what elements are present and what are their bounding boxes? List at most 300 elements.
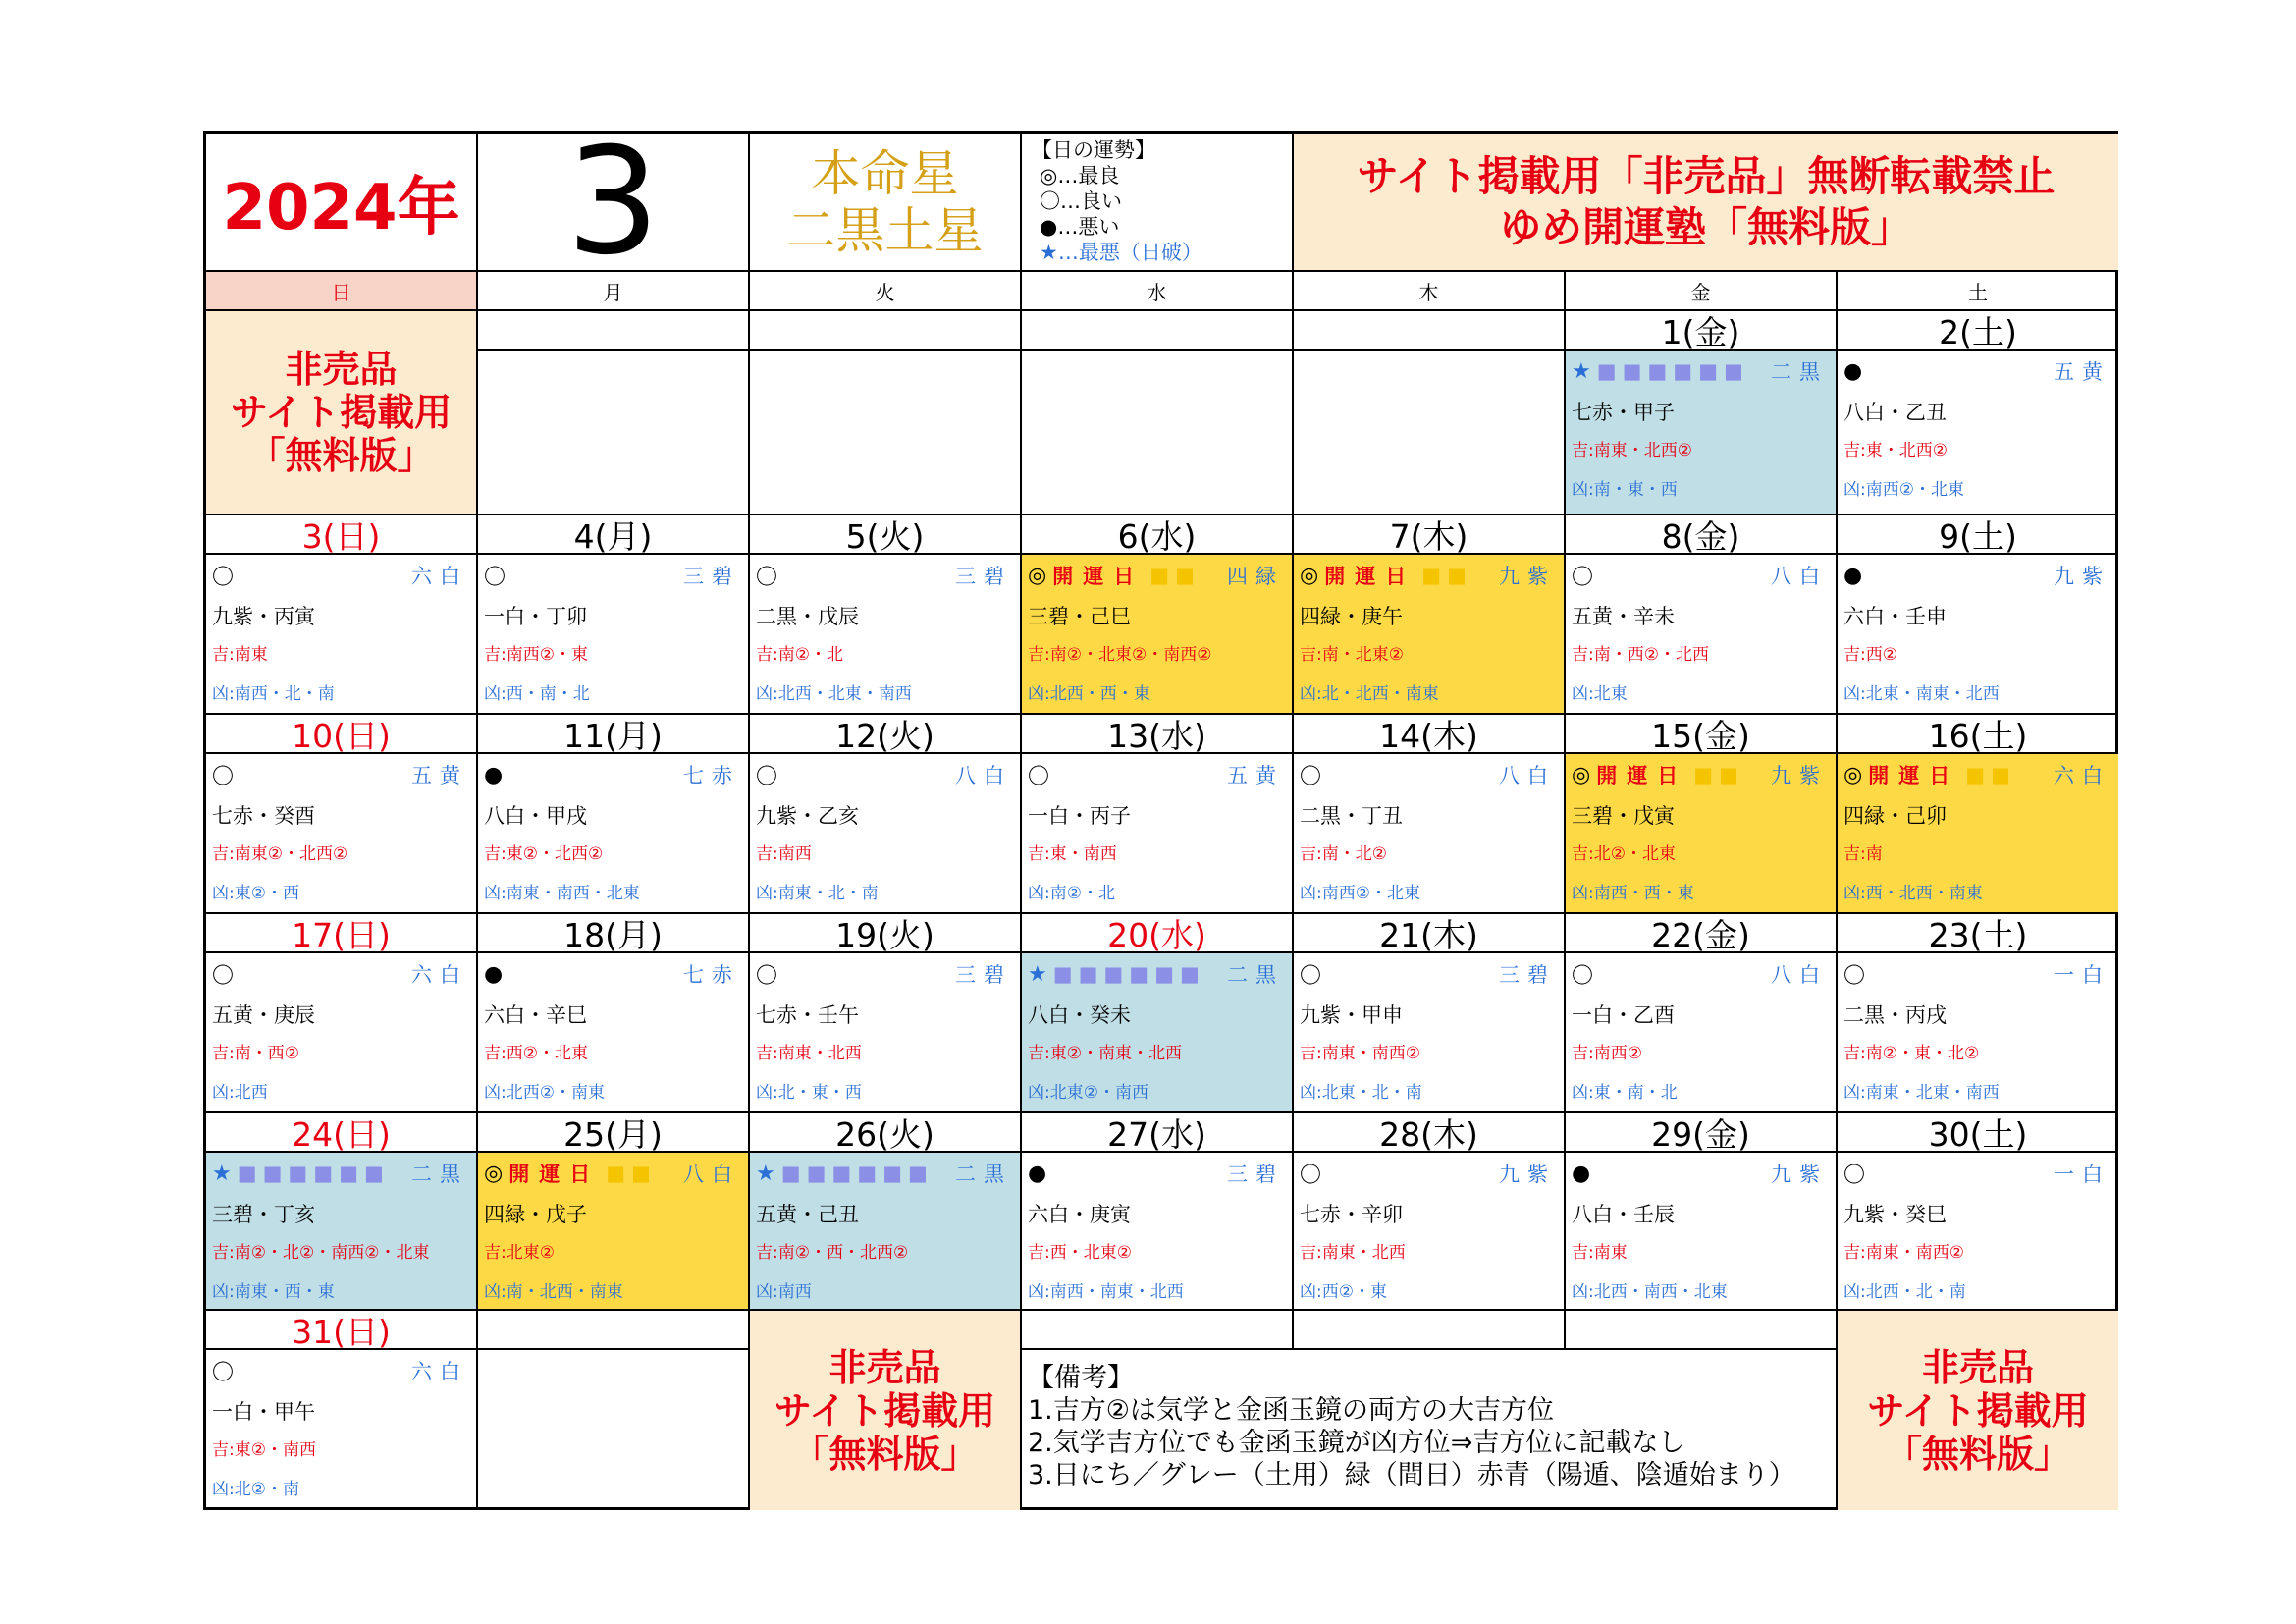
day-cell[interactable] [1022,1153,1294,1311]
fortune-left [1028,962,1205,987]
kanshi: 八白・癸未 [1028,1003,1131,1027]
blue-squares: ■■■■■■ [780,1162,934,1185]
unlucky-directions: 凶:北西②・南東 [484,1083,605,1103]
kanshi: 七赤・辛卯 [1300,1203,1403,1226]
lucky-directions: 吉:南東・北西② [1572,441,1692,460]
day-cell[interactable] [206,555,478,715]
legend-item: 【日の運勢】 [1032,138,1155,162]
day-cell[interactable] [1566,953,1838,1113]
nonsale-line: サイト掲載用 [774,1388,996,1433]
unlucky-directions: 凶:南東・北・南 [756,884,879,903]
warning-line2: ゆめ開運塾「無料版」 [1499,202,1912,251]
fortune-line [1572,961,1828,987]
lucky-directions: 吉:南東・北西 [1300,1243,1406,1263]
fortune-line [756,762,1012,787]
blue-squares: ■■■■■■ [1596,359,1749,383]
empty-day-number [750,311,1022,351]
kaiun-label: 開運日 [1324,565,1416,588]
nonsale-line: サイト掲載用 [1867,1388,2089,1433]
day-cell[interactable] [206,953,478,1113]
day-number: 28(木) [1294,1113,1566,1153]
legend-item: 〇…良い [1040,189,1122,213]
day-star: 九紫 [1499,1163,1556,1186]
kanshi: 八白・壬辰 [1572,1203,1675,1226]
warning-line1: サイト掲載用「非売品」無断転載禁止 [1357,151,2056,200]
fortune-mark: 〇 [1843,963,1866,989]
unlucky-directions: 凶:北東②・南西 [1028,1083,1148,1103]
lucky-directions: 吉:南②・北 [756,645,843,665]
remarks-line: 3.日にち／グレー（土用）緑（間日）赤青（陽遁、陰遁始まり） [1028,1460,1795,1490]
kanshi: 九紫・丙寅 [212,605,315,628]
day-star: 二黒 [955,1163,1012,1186]
lucky-directions: 吉:西・北東② [1028,1243,1132,1263]
day-cell[interactable] [206,1153,478,1311]
fortune-left [1843,564,1862,588]
fortune-left [212,1162,390,1186]
fortune-mark: 〇 [756,764,778,789]
day-cell[interactable] [1838,555,2118,715]
day-cell[interactable] [750,754,1022,914]
fortune-line [1300,762,1556,787]
day-star: 一白 [2054,1163,2110,1186]
kaiun-label: 開運日 [1052,565,1145,588]
lucky-directions: 吉:東・北西② [1843,441,1948,460]
lucky-directions: 吉:東②・南西 [212,1440,316,1460]
day-number: 19(火) [750,914,1022,953]
day-star: 三碧 [955,565,1012,588]
empty-day-number [1566,1311,1838,1350]
unlucky-directions: 凶:北西・南西・北東 [1572,1282,1728,1302]
kanshi: 一白・丁卯 [484,605,587,628]
fortune-line [1028,961,1284,987]
unlucky-directions: 凶:南西 [756,1282,812,1302]
unlucky-directions: 凶:南②・北 [1028,884,1115,903]
fortune-mark: 〇 [1300,963,1322,989]
lucky-directions: 吉:南②・西・北西② [756,1243,909,1263]
month-number: 3 [478,134,750,272]
nonsale-line: 非売品 [285,348,398,391]
unlucky-directions: 凶:西・北西・南東 [1843,884,1983,903]
nonsale-line: 非売品 [1921,1345,2034,1389]
day-cell[interactable] [1566,351,1838,515]
day-cell[interactable] [1838,953,2118,1113]
weekday-header: 火 [750,272,1022,311]
unlucky-directions: 凶:西・南・北 [484,684,590,704]
fortune-mark: ● [484,762,504,787]
unlucky-directions: 凶:西②・東 [1300,1282,1387,1302]
fortune-left [1843,1159,1865,1189]
kanshi: 七赤・甲子 [1572,401,1675,424]
day-cell[interactable] [478,555,750,715]
fortune-mark: ◎ [1843,762,1863,787]
fortune-line [1300,1161,1556,1186]
empty-day-number [478,311,750,351]
fortune-line [1300,563,1556,588]
day-cell[interactable] [750,555,1022,715]
weekday-header: 水 [1022,272,1294,311]
day-number: 4(月) [478,515,750,555]
fortune-mark: 〇 [1572,963,1594,989]
lucky-directions: 吉:南東②・北西② [212,844,348,864]
weekday-header: 日 [206,272,478,311]
day-star: 六白 [411,963,468,987]
empty-day-number [1294,311,1566,351]
kanshi: 六白・壬申 [1843,605,1947,628]
fortune-mark: 〇 [484,565,507,590]
unlucky-directions: 凶:南東・西・東 [212,1282,335,1302]
fortune-left [1028,561,1201,590]
lucky-directions: 吉:南・北東② [1300,645,1404,665]
day-number: 21(木) [1294,914,1566,953]
fortune-line [1572,563,1828,588]
day-number: 23(土) [1838,914,2118,953]
blue-squares: ■■■■■■ [1052,962,1205,986]
fortune-left [212,959,234,990]
day-star: 九紫 [1499,565,1556,588]
nonsale-line: サイト掲載用 [230,391,453,434]
day-star: 八白 [1499,764,1556,787]
lucky-directions: 吉:北東② [484,1243,555,1263]
day-star: 六白 [411,1360,468,1383]
fortune-left [484,962,503,987]
fortune-line [212,762,468,787]
unlucky-directions: 凶:南西②・北東 [1300,884,1420,903]
unlucky-directions: 凶:北東・南東・北西 [1843,684,2000,704]
lucky-directions: 吉:南②・北②・南西②・北東 [212,1243,430,1263]
fortune-line [212,1161,468,1186]
fortune-mark: ● [1843,563,1863,588]
day-cell[interactable] [1566,555,1838,715]
fortune-left [1843,959,1865,990]
day-number: 9(土) [1838,515,2118,555]
honmeisei-label [750,134,1022,272]
day-number: 27(水) [1022,1113,1294,1153]
day-cell[interactable] [1838,1153,2118,1311]
kanshi: 八白・甲戌 [484,804,587,828]
day-number: 6(水) [1022,515,1294,555]
fortune-line [1300,961,1556,987]
lucky-directions: 吉:南西② [1572,1044,1642,1063]
unlucky-directions: 凶:北②・南 [212,1480,299,1499]
weekday-header: 月 [478,272,750,311]
fortune-mark: 〇 [1028,764,1050,789]
day-number: 20(水) [1022,914,1294,953]
nonsale-notice [1838,1311,2118,1510]
gold-squares: ■■ [1149,564,1201,587]
day-cell[interactable] [478,953,750,1113]
lucky-directions: 吉:南 [1843,844,1883,864]
fortune-line [756,563,1012,588]
remarks-line: 1.吉方②は気学と金函玉鏡の両方の大吉方位 [1028,1395,1554,1426]
fortune-left [1300,1159,1321,1189]
day-cell[interactable] [478,1153,750,1311]
fortune-line [1843,563,2110,588]
day-cell[interactable] [1838,351,2118,515]
nonsale-notice [206,311,478,515]
day-number: 24(日) [206,1113,478,1153]
fortune-line [1843,358,2110,384]
fortune-line [1572,762,1828,787]
empty-day-number [1294,1311,1566,1350]
remarks-line: 2.気学吉方位でも金函玉鏡が凶方位⇒吉方位に記載なし [1028,1428,1685,1458]
day-cell[interactable] [1566,754,1838,914]
lucky-directions: 吉:東②・北西② [484,844,604,864]
day-star: 八白 [955,764,1012,787]
day-cell[interactable] [1294,1153,1566,1311]
kanshi: 三碧・丁亥 [212,1203,315,1226]
fortune-line [1572,1161,1828,1186]
lucky-directions: 吉:南・北② [1300,844,1387,864]
unlucky-directions: 凶:東②・西 [212,884,299,903]
day-number: 8(金) [1566,515,1838,555]
gold-squares: ■■ [1693,763,1744,786]
fortune-mark: ◎ [484,1161,504,1186]
fortune-left [1572,561,1593,591]
day-star: 三碧 [683,565,740,588]
day-star: 二黒 [1771,360,1828,384]
lucky-directions: 吉:南・西②・北西 [1572,645,1709,665]
fortune-line [212,961,468,987]
fortune-left [756,561,777,591]
fortune-line [484,1161,740,1186]
lucky-directions: 吉:西②・北東 [484,1044,588,1063]
day-cell[interactable] [1022,953,1294,1113]
weekday-header: 土 [1838,272,2118,311]
kanshi: 一白・甲午 [212,1400,315,1424]
fortune-mark: 〇 [756,963,778,989]
fortune-mark: 〇 [212,1360,235,1385]
lucky-directions: 吉:南東 [212,645,268,665]
day-number: 11(月) [478,715,750,754]
fortune-left [484,1159,657,1188]
day-star: 四緑 [1227,565,1284,588]
fortune-mark: 〇 [1572,565,1594,590]
day-star: 二黒 [1227,963,1284,987]
unlucky-directions: 凶:南西・南東・北西 [1028,1282,1184,1302]
fortune-left [1300,561,1472,590]
day-star: 九紫 [1771,1163,1828,1186]
remarks-title: 【備考】 [1028,1363,1134,1393]
day-cell[interactable] [750,953,1022,1113]
day-star: 七赤 [683,764,740,787]
day-cell[interactable] [206,754,478,914]
empty-day-cell [478,1350,750,1510]
day-cell[interactable] [1022,754,1294,914]
kanshi: 三碧・己巳 [1028,605,1131,628]
fortune-left [1843,359,1862,384]
day-star: 七赤 [683,963,740,987]
kanshi: 二黒・戊辰 [756,605,859,628]
fortune-left [1028,1162,1046,1186]
nonsale-line: 「無料版」 [1884,1432,2071,1476]
day-star: 一白 [2054,963,2110,987]
fortune-line [212,563,468,588]
kanshi: 五黄・辛未 [1572,605,1675,628]
day-number: 18(月) [478,914,750,953]
fortune-mark: ◎ [1572,762,1591,787]
day-star: 九紫 [1771,764,1828,787]
unlucky-directions: 凶:南・東・西 [1572,480,1678,500]
fortune-left [1572,359,1749,384]
gold-squares: ■■ [1421,564,1472,587]
empty-day-number [1022,1311,1294,1350]
fortune-left [1572,760,1744,789]
year-title: 2024年 [206,134,478,272]
day-cell[interactable] [1294,953,1566,1113]
fortune-line [1843,762,2110,787]
kaiun-label: 開運日 [508,1163,601,1186]
day-star: 九紫 [2054,565,2110,588]
day-cell[interactable] [1838,754,2118,914]
kanshi: 一白・乙酉 [1572,1003,1675,1027]
fortune-line [484,961,740,987]
kanshi: 四緑・庚午 [1300,605,1403,628]
day-number: 29(金) [1566,1113,1838,1153]
fortune-left [1028,760,1049,790]
lucky-directions: 吉:南・西② [212,1044,299,1063]
fortune-line [484,762,740,787]
fortune-left [212,760,234,790]
fortune-left [756,1162,934,1186]
fortune-line [1843,1161,2110,1186]
fortune-mark: 〇 [756,565,778,590]
fortune-mark: 〇 [212,963,235,989]
unlucky-directions: 凶:南東・南西・北東 [484,884,640,903]
fortune-left [1300,959,1321,990]
kanshi: 六白・庚寅 [1028,1203,1131,1226]
fortune-mark: ◎ [1028,563,1047,588]
day-star: 三碧 [955,963,1012,987]
fortune-mark: ★ [756,1161,775,1186]
copyright-warning [1294,134,2118,272]
fortune-line [212,1358,468,1383]
gold-squares: ■■ [1965,763,2016,786]
calendar-grid [203,131,2118,1510]
fortune-left [756,959,777,990]
day-star: 二黒 [411,1163,468,1186]
day-star: 三碧 [1499,963,1556,987]
gold-squares: ■■ [606,1162,657,1185]
lucky-directions: 吉:北②・北東 [1572,844,1676,864]
weekday-header: 木 [1294,272,1566,311]
fortune-mark: ★ [1572,358,1591,384]
kanshi: 二黒・丙戌 [1843,1003,1947,1027]
fortune-mark: 〇 [1843,1163,1866,1188]
kanshi: 九紫・癸巳 [1843,1203,1947,1226]
kanshi: 一白・丙子 [1028,804,1131,828]
lucky-directions: 吉:南東・南西② [1300,1044,1420,1063]
fortune-left [1572,1162,1590,1186]
day-number: 14(木) [1294,715,1566,754]
day-number: 16(土) [1838,715,2118,754]
day-cell[interactable] [1294,555,1566,715]
empty-day-number [1022,311,1294,351]
fortune-left [1843,760,2016,789]
kanshi: 七赤・壬午 [756,1003,859,1027]
kanshi: 八白・乙丑 [1843,401,1947,424]
unlucky-directions: 凶:北・北西・南東 [1300,684,1439,704]
fortune-left [212,561,234,591]
day-cell[interactable] [1294,754,1566,914]
kanshi: 二黒・丁丑 [1300,804,1403,828]
kanshi: 九紫・甲申 [1300,1003,1403,1027]
empty-day-cell [1022,351,1294,515]
day-cell[interactable] [206,1350,478,1510]
fortune-legend [1022,134,1294,272]
fortune-line [1572,358,1828,384]
kanshi: 七赤・癸酉 [212,804,315,828]
lucky-directions: 吉:南東・北西 [756,1044,862,1063]
fortune-mark: ● [1572,1161,1591,1186]
fortune-mark: ● [484,961,504,987]
kanshi: 九紫・乙亥 [756,804,859,828]
day-number: 22(金) [1566,914,1838,953]
fortune-mark: 〇 [1300,764,1322,789]
lucky-directions: 吉:西② [1843,645,1897,665]
fortune-mark: 〇 [212,764,235,789]
day-star: 六白 [2054,764,2110,787]
nonsale-notice [750,1311,1022,1510]
kaiun-label: 開運日 [1868,764,1960,787]
unlucky-directions: 凶:北東 [1572,684,1628,704]
fortune-left [484,763,503,787]
unlucky-directions: 凶:北東・北・南 [1300,1083,1422,1103]
empty-day-cell [750,351,1022,515]
day-cell[interactable] [1566,1153,1838,1311]
fortune-left [1300,760,1321,790]
fortune-line [756,1161,1012,1186]
fortune-mark: ● [1028,1161,1047,1186]
weekday-header: 金 [1566,272,1838,311]
unlucky-directions: 凶:南・北西・南東 [484,1282,623,1302]
day-number: 25(月) [478,1113,750,1153]
lucky-directions: 吉:東②・南東・北西 [1028,1044,1182,1063]
day-cell[interactable] [1022,555,1294,715]
day-number: 10(日) [206,715,478,754]
honmeisei-line2: 二黒土星 [786,201,984,259]
honmeisei-line1: 本命星 [811,144,959,202]
unlucky-directions: 凶:南西・北・南 [212,684,335,704]
remarks-box [1022,1350,1838,1510]
fortune-left [756,760,777,790]
kanshi: 三碧・戊寅 [1572,804,1675,828]
fortune-mark: ★ [212,1161,232,1186]
day-star: 五黄 [1227,764,1284,787]
fortune-left [484,561,506,591]
fortune-left [212,1356,234,1386]
unlucky-directions: 凶:北西・北東・南西 [756,684,912,704]
unlucky-directions: 凶:北西・西・東 [1028,684,1150,704]
kanshi: 四緑・己卯 [1843,804,1947,828]
day-star: 八白 [1771,963,1828,987]
lucky-directions: 吉:南②・北東②・南西② [1028,645,1212,665]
day-number: 31(日) [206,1311,478,1350]
fortune-line [1843,961,2110,987]
fortune-line [1028,563,1284,588]
unlucky-directions: 凶:南西②・北東 [1843,480,1964,500]
day-number: 13(水) [1022,715,1294,754]
lucky-directions: 吉:南東・南西② [1843,1243,1964,1263]
lucky-directions: 吉:東・南西 [1028,844,1117,864]
day-cell[interactable] [750,1153,1022,1311]
lucky-directions: 吉:南西 [756,844,812,864]
kanshi: 五黄・己丑 [756,1203,859,1226]
day-cell[interactable] [478,754,750,914]
fortune-mark: 〇 [1300,1163,1322,1188]
nonsale-line: 非売品 [828,1345,941,1389]
legend-item: ◎…最良 [1040,164,1120,188]
nonsale-line: 「無料版」 [791,1432,979,1476]
